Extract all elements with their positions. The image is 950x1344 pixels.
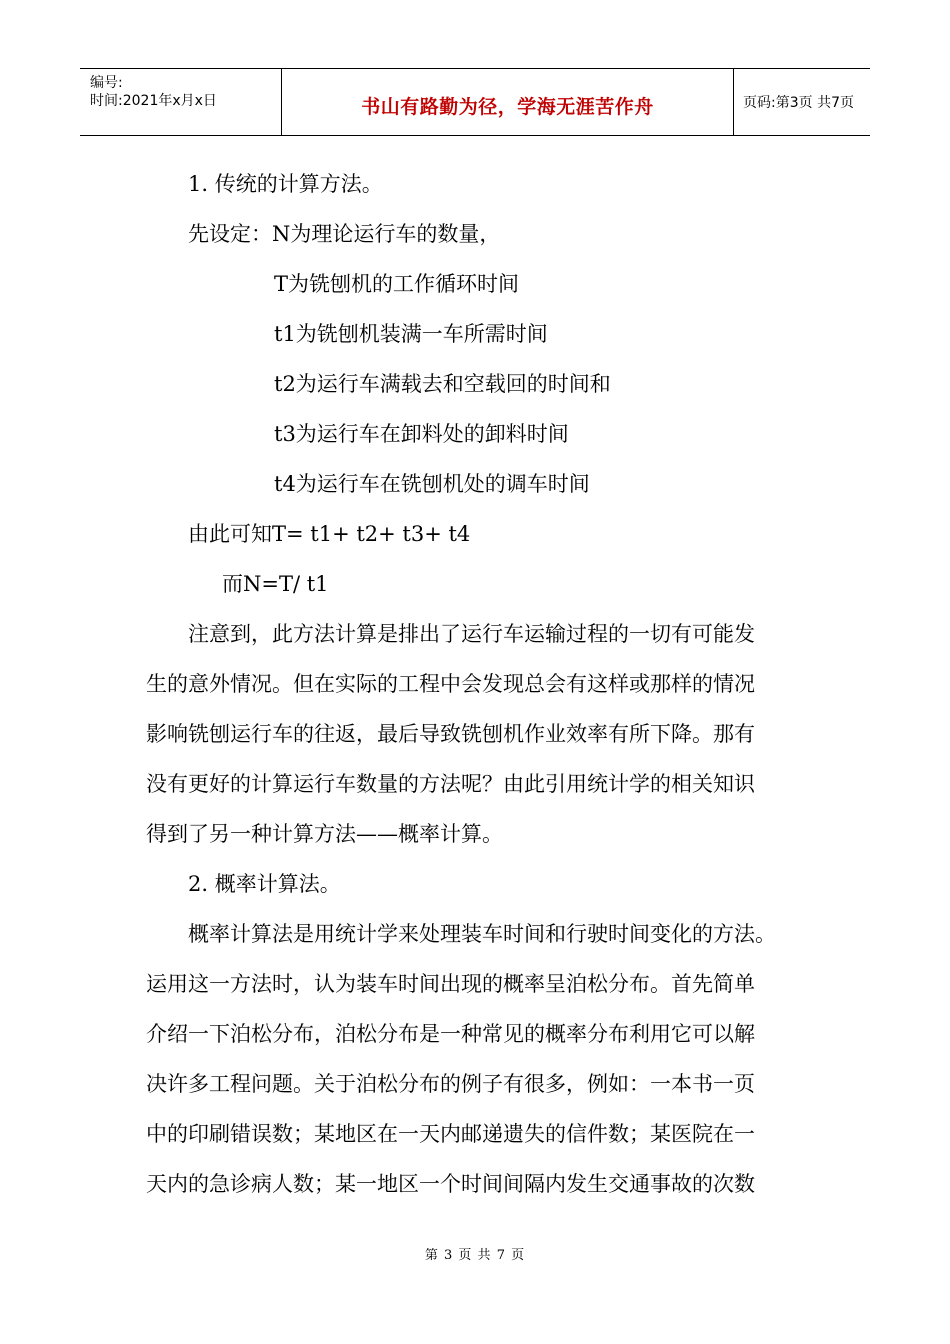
body-line: T为铣刨机的工作循环时间 <box>274 272 520 296</box>
header-motto-cell <box>282 69 734 135</box>
paragraph-line: 没有更好的计算运行车数量的方法呢？由此引用统计学的相关知识 <box>146 772 755 796</box>
paragraph-line: 概率计算法是用统计学来处理装车时间和行驶时间变化的方法。 <box>188 922 776 946</box>
paragraph-line: 决许多工程问题。关于泊松分布的例子有很多，例如：一本书一页 <box>146 1072 755 1096</box>
header-page-cell <box>734 69 870 135</box>
paragraph-line: 注意到，此方法计算是排出了运行车运输过程的一切有可能发 <box>188 622 755 646</box>
formula-line: 由此可知T= t1+ t2+ t3+ t4 <box>188 522 471 546</box>
paragraph-line: 介绍一下泊松分布，泊松分布是一种常见的概率分布利用它可以解 <box>146 1022 755 1046</box>
body-line: 先设定：N为理论运行车的数量， <box>188 222 501 246</box>
formula-line: 而N=T/ t1 <box>222 572 329 596</box>
header-motto: 书山有路勤为径，学海无涯苦作舟 <box>361 95 654 118</box>
body-line: t2为运行车满载去和空载回的时间和 <box>274 372 611 396</box>
section-heading-2: 2. 概率计算法。 <box>188 872 341 896</box>
header-time-label: 时间:2021年x月x日 <box>90 93 217 109</box>
header-number-label: 编号: <box>90 75 123 91</box>
body-line: t4为运行车在铣刨机处的调车时间 <box>274 472 590 496</box>
page-footer: 第 3 页 共 7 页 <box>424 1248 526 1263</box>
paragraph-line: 得到了另一种计算方法——概率计算。 <box>146 822 503 846</box>
section-heading-1: 1. 传统的计算方法。 <box>188 172 383 196</box>
header-page-label: 页码:第3页 共7页 <box>743 95 854 111</box>
document-header <box>80 68 870 136</box>
paragraph-line: 生的意外情况。但在实际的工程中会发现总会有这样或那样的情况 <box>146 672 755 696</box>
paragraph-line: 运用这一方法时，认为装车时间出现的概率呈泊松分布。首先简单 <box>146 972 755 996</box>
paragraph-line: 天内的急诊病人数；某一地区一个时间间隔内发生交通事故的次数 <box>146 1172 755 1196</box>
header-meta <box>80 69 282 135</box>
body-line: t3为运行车在卸料处的卸料时间 <box>274 422 569 446</box>
paragraph-line: 影响铣刨运行车的往返，最后导致铣刨机作业效率有所下降。那有 <box>146 722 755 746</box>
body-line: t1为铣刨机装满一车所需时间 <box>274 322 548 346</box>
paragraph-line: 中的印刷错误数；某地区在一天内邮递遗失的信件数；某医院在一 <box>146 1122 755 1146</box>
